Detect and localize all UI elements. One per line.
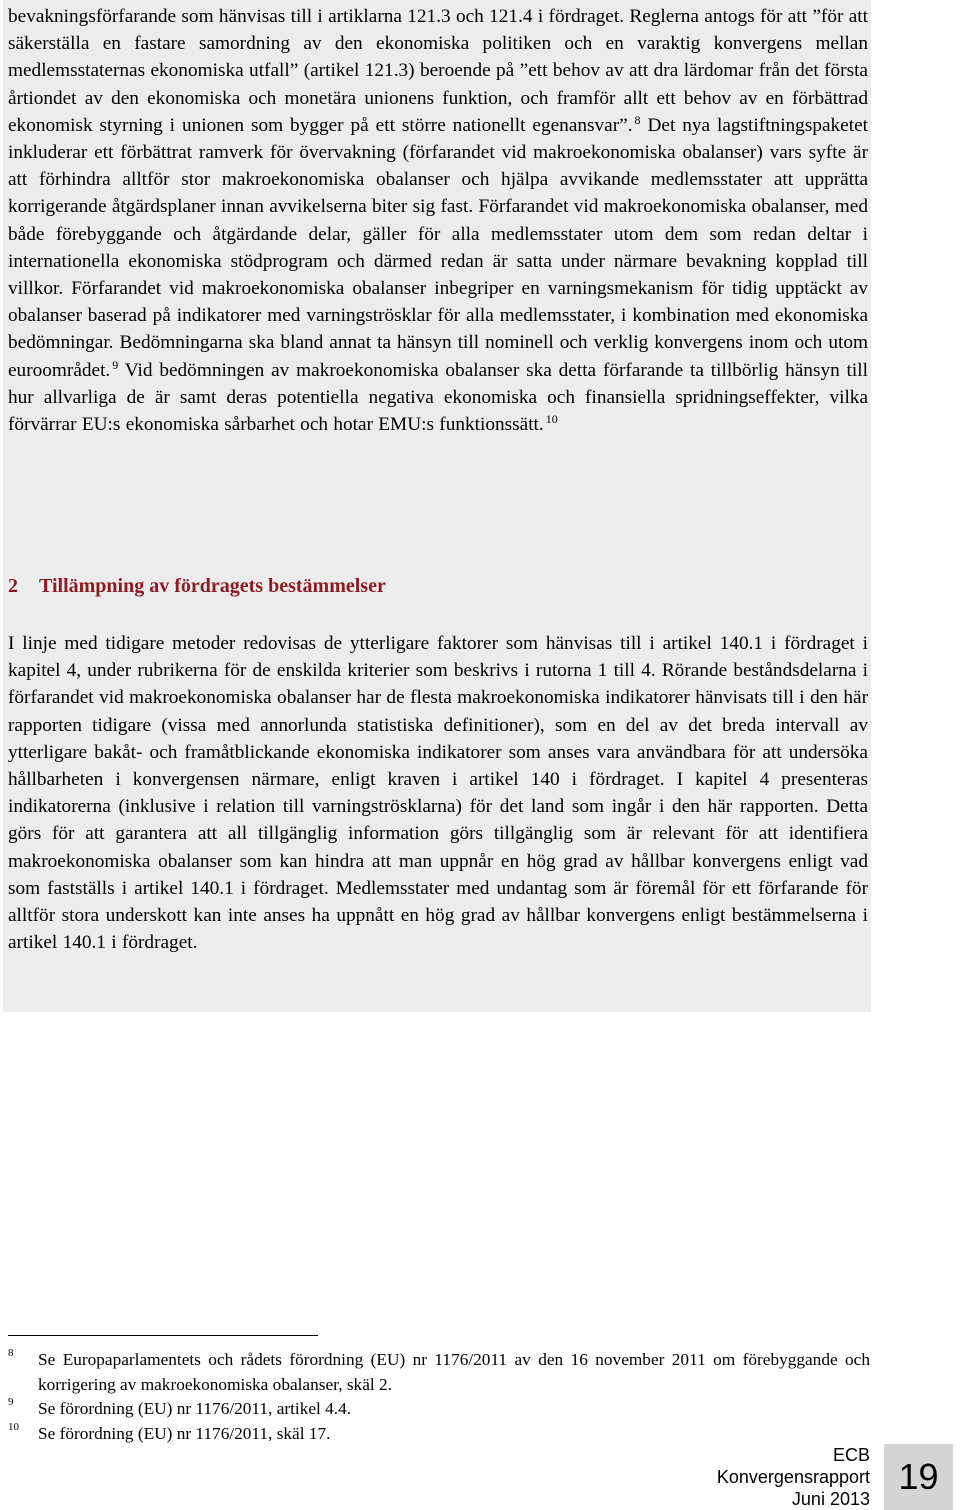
body-paragraph-2: I linje med tidigare metoder redovisas de ytterligare faktorer som hänvisas till i artikel 140.1 i fördraget i kapitel 4, under rubrikerna för de enskilda kriterier som beskrivs i rutorna 1 till 4. Rörande beståndsdelarna i förfarandet vid makroekonomiska obalanser har de flesta makroekonomiska indikatorer hänvisats till i den här rapporten tidigare (vissa med annorlunda statistiska definitioner), som en del av det breda intervall av ytterligare bakåt- och framåtblickande ekonomiska indikatorer som anses vara användbara för att undersöka hållbarheten i konvergensen närmare, enligt kraven i artikel 140 i fördraget. I kapitel 4 presenteras indikatorerna (inklusive i relation till varningströsklarna) för det land som ingår i den här rapporten. Detta görs för att garantera att all tillgänglig information görs tillgänglig som är relevant för att identifiera makroekonomiska obalanser som kan hindra att man uppnår en hög grad av hållbar konvergens enligt vad som fastställs i artikel 140.1 i fördraget. Medlemsstater med undantag som är föremål för ett förfarande för alltför stora underskott kan inte anses ha uppnått en hög grad av hållbar konvergens enligt bestämmelserna i artikel 140.1 i fördraget. <box>8 633 868 954</box>
page-footer <box>717 1444 870 1510</box>
section-title: Tillämpning av fördragets bestämmelser <box>39 575 386 597</box>
footnote-10 <box>8 1421 870 1446</box>
paragraph-1-text: bevakningsförfarande som hänvisas till i artiklarna 121.3 och 121.4 i fördraget. Reglerna antogs för att ”för att säkerställa en fastare samordning av den ekonomiska politiken och en varaktig konvergens mellan medlemsstaternas ekonomiska utfall” (artikel 121.3) beroende på ”ett behov av att dra lärdomar från det första årtiondet av den ekonomiska och monetära unionens funktion, och framför allt ett behov av en förbättrad ekonomisk styrning i unionen som bygger på ett större nationellt egenansvar”. <box>8 6 868 136</box>
footer-org: ECB <box>832 1445 870 1465</box>
footer-report-title: Konvergensrapport <box>716 1467 870 1487</box>
footnote-9 <box>8 1396 870 1421</box>
footnote-8 <box>8 1347 870 1397</box>
section-heading <box>8 575 386 598</box>
footnote-text: Se förordning (EU) nr 1176/2011, skäl 17. <box>38 1424 331 1443</box>
body-paragraph-1 <box>8 3 868 438</box>
page-number: 19 <box>884 1444 953 1510</box>
paragraph-1c-text: Vid bedömningen av makroekonomiska obalanser ska detta förfarande ta tillbörlig hänsyn till hur allvarliga de är samt deras potentiella negativa ekonomiska och finansiella spridningseffekter, vilka förvärrar EU:s ekonomiska sårbarhet och hotar EMU:s funktionssätt. <box>8 359 868 436</box>
footnote-text: Se förordning (EU) nr 1176/2011, artikel 4.4. <box>38 1399 352 1418</box>
paragraph-1b-text: Det nya lagstiftningspaketet inkluderar ett förbättrat ramverk för övervakning (förfarandet vid makroekonomiska obalanser) vars syfte är att förhindra alltför stor makroekonomiska obalanser och hjälpa avvikande medlemsstater att upprätta korrigerande åtgärdsplaner innan avvikelserna biter sig fast. Förfarandet vid makroekonomiska obalanser, med både förebyggande och åtgärdande delar, gäller för alla medlemsstater utom dem som redan deltar i internationella ekonomiska stödprogram och därmed redan är satta under närmare bevakning kopplad till villkor. Förfarandet vid makroekonomiska obalanser inbegriper en varningsmekanism för tidig upptäckt av obalanser baserad på indikatorer med varningströsklar för alla medlemsstater, i kombination med ekonomiska bedömningar. Bedömningarna ska bland annat ta hänsyn till nominell och verklig konvergens inom och utom euroområdet. <box>8 114 868 381</box>
footnote-ref-8[interactable]: 8 <box>634 112 641 127</box>
footer-date: Juni 2013 <box>791 1489 870 1509</box>
footnote-ref-9[interactable]: 9 <box>112 357 119 372</box>
footnote-separator <box>8 1335 318 1336</box>
footnote-ref-10[interactable]: 10 <box>545 412 558 427</box>
footnote-number: 9 <box>8 1396 14 1408</box>
footnote-number: 10 <box>8 1421 19 1433</box>
footnote-number: 8 <box>8 1347 14 1359</box>
section-number: 2 <box>8 575 18 597</box>
footnote-text: Se Europaparlamentets och rådets förordning (EU) nr 1176/2011 av den 16 november 2011 om förebyggande och korrigering av makroekonomiska obalanser, skäl 2. <box>38 1350 870 1394</box>
